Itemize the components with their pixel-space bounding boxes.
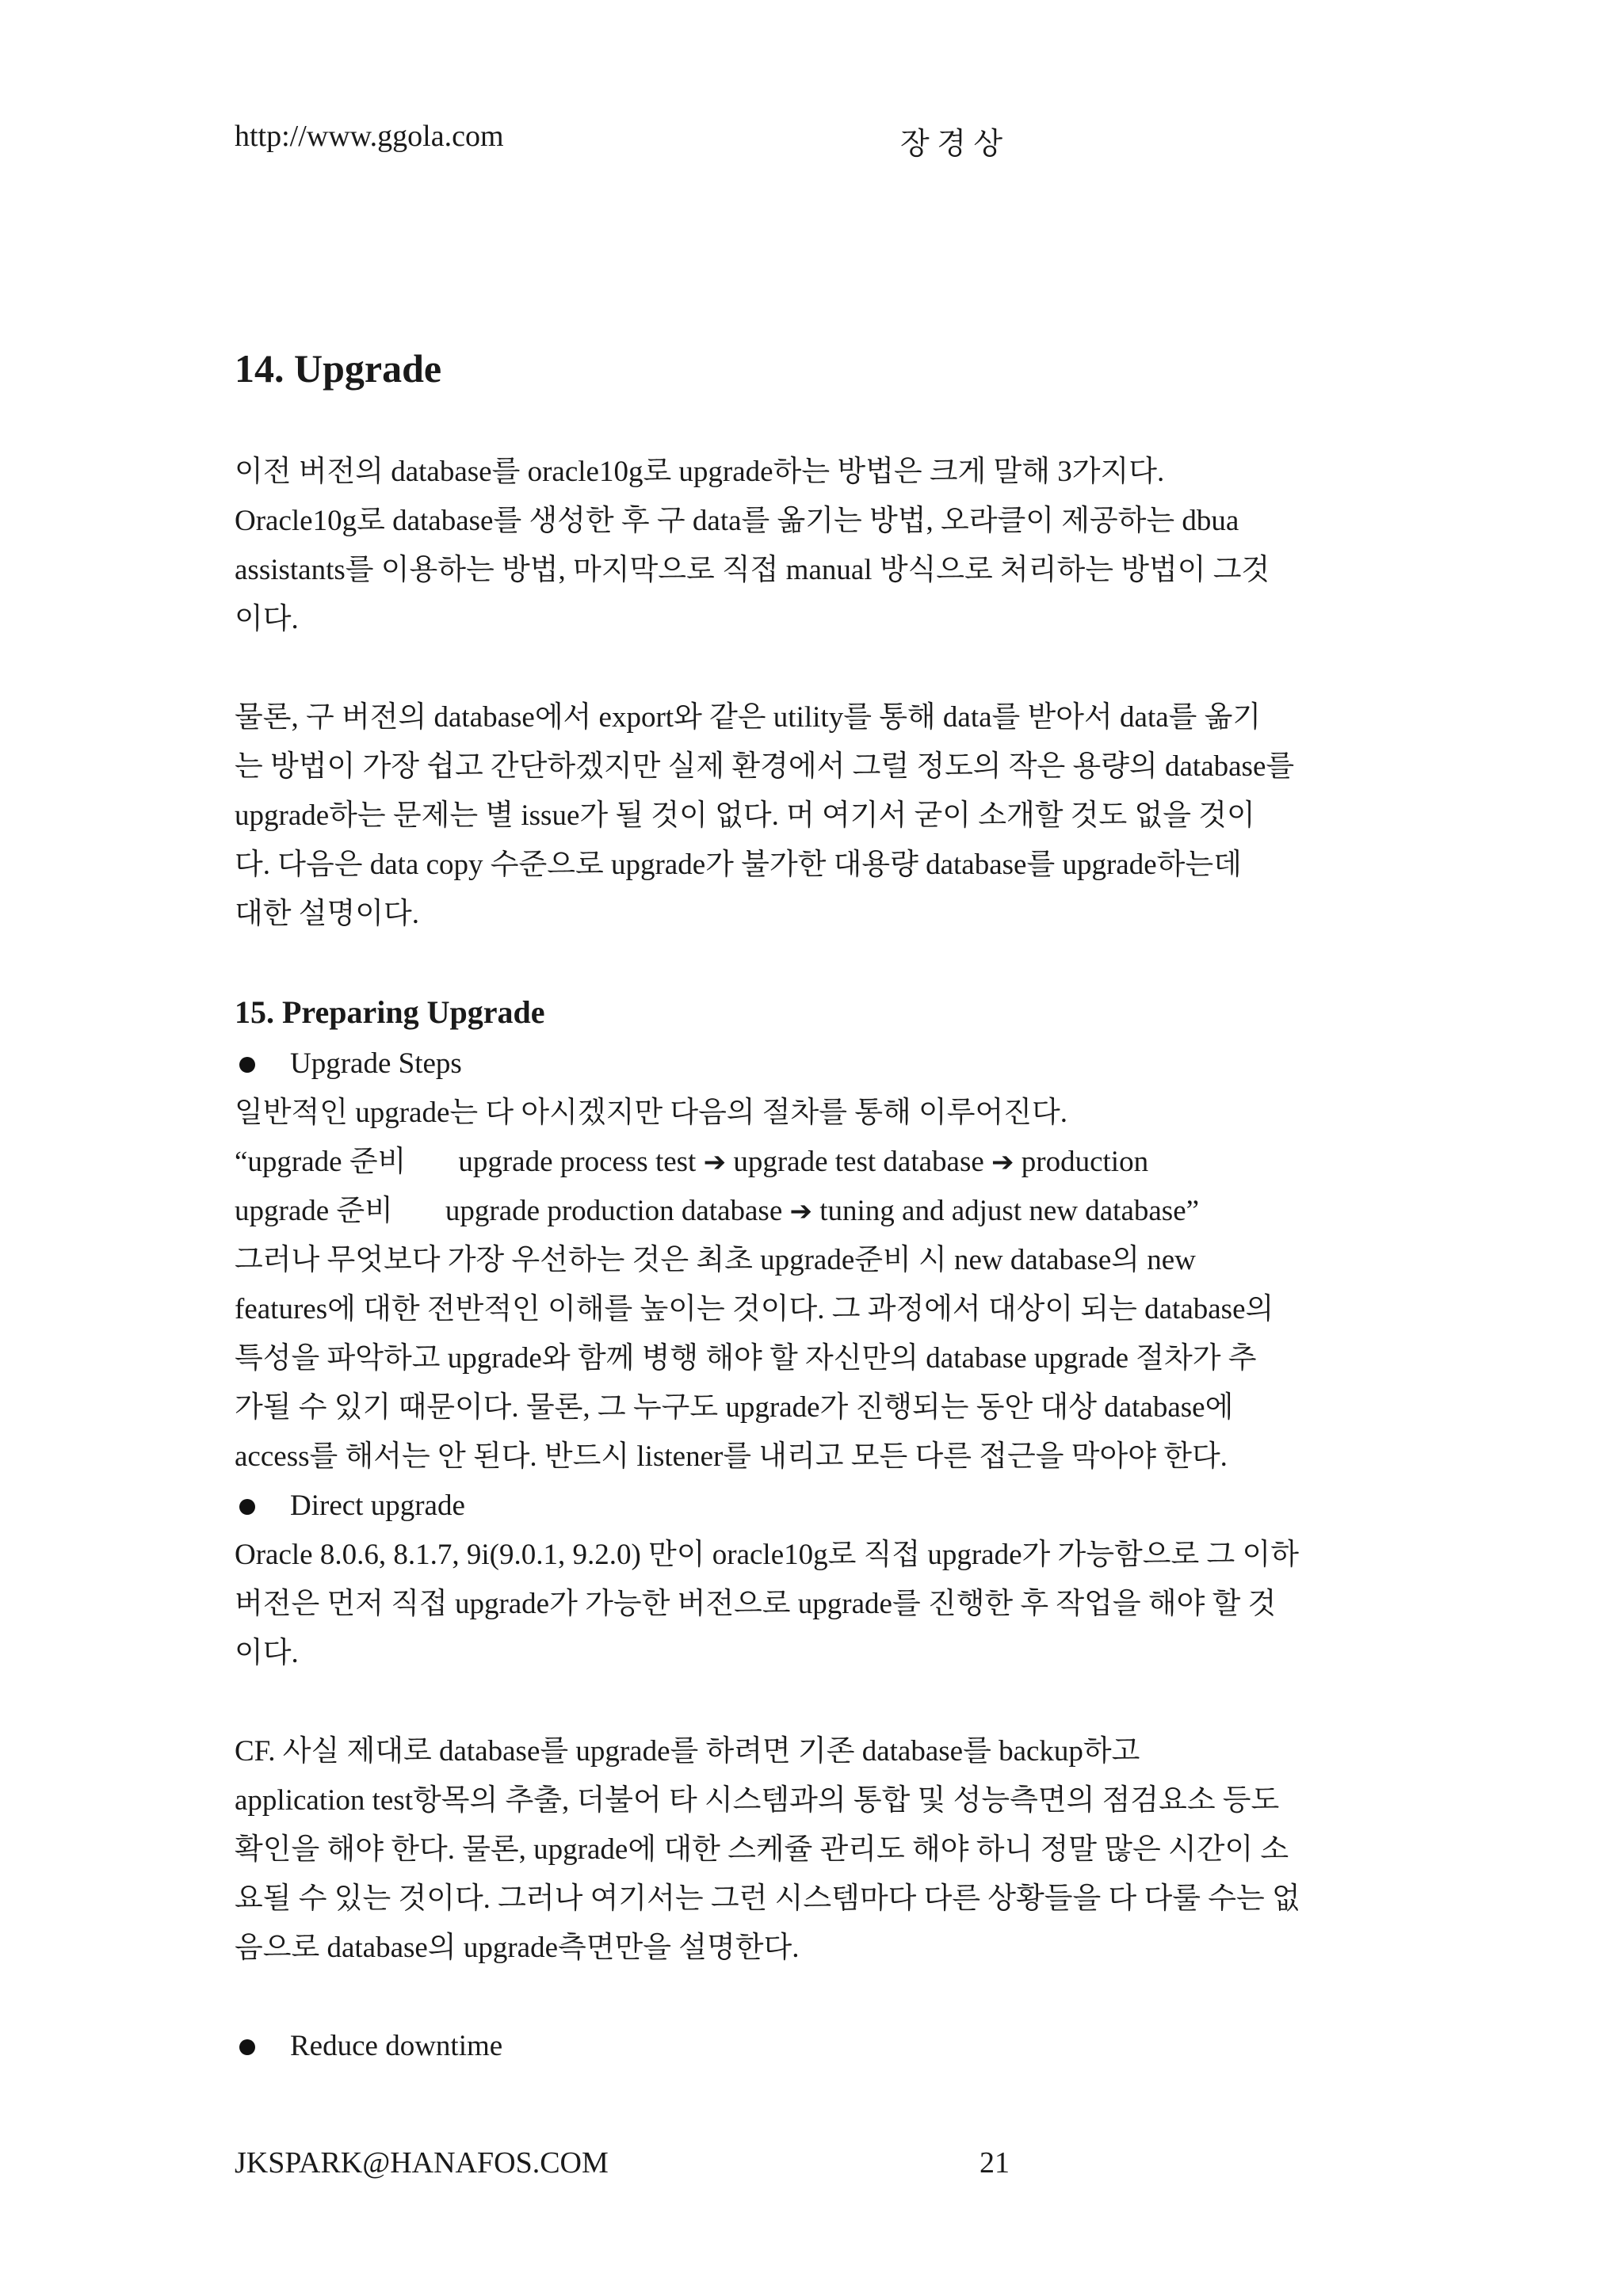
steps-line-2: upgrade 준비 upgrade production database ➔ tuning and adjust new database”: [235, 1195, 1200, 1227]
bullet-dot-icon: [239, 1499, 255, 1515]
paragraph-line: 대한 설명이다.: [235, 898, 419, 930]
arrow-right-icon: ➔: [991, 1146, 1014, 1178]
section-15-body: [235, 1039, 1400, 2071]
paragraph-line: assistants를 이용하는 방법, 마지막으로 직접 manual 방식으로 처리하는 방법이 그것: [235, 554, 1270, 586]
section-15-title: 15. Preparing Upgrade: [235, 994, 545, 1030]
section-14-body: [235, 448, 1400, 939]
paragraph-line: 는 방법이 가장 쉽고 간단하겠지만 실제 환경에서 그럴 정도의 작은 용량의 database를: [235, 750, 1295, 783]
paragraph-line: 이다.: [235, 603, 299, 635]
paragraph-line: Oracle 8.0.6, 8.1.7, 9i(9.0.1, 9.2.0) 만이 oracle10g로 직접 upgrade가 가능함으로 그 이하: [235, 1539, 1299, 1571]
steps-line-1: “upgrade 준비 upgrade process test ➔ upgrade test database ➔ production: [235, 1146, 1149, 1178]
bullet-dot-icon: [239, 2039, 255, 2055]
paragraph-line: application test항목의 추출, 더불어 타 시스템과의 통합 및 성능측면의 점검요소 등도: [235, 1784, 1280, 1817]
section-14-title: 14. Upgrade: [235, 346, 442, 391]
paragraph-line: 특성을 파악하고 upgrade와 함께 병행 해야 할 자신만의 database upgrade 절차가 추: [235, 1342, 1257, 1375]
header-author: 장 경 상: [900, 128, 1003, 161]
paragraph-line: 확인을 해야 한다. 물론, upgrade에 대한 스케쥴 관리도 해야 하니 정말 많은 시간이 소: [235, 1833, 1289, 1866]
paragraph-line: 이전 버전의 database를 oracle10g로 upgrade하는 방법은 크게 말해 3가지다.: [235, 456, 1165, 488]
page-number: 21: [980, 2146, 1010, 2180]
paragraph-line: 물론, 구 버전의 database에서 export와 같은 utility를 통해 data를 받아서 data를 옮기: [235, 701, 1262, 734]
paragraph-line: 이다.: [235, 1637, 299, 1669]
bullet-reduce-downtime: Reduce downtime: [235, 2022, 1400, 2071]
paragraph-line: 일반적인 upgrade는 다 아시겠지만 다음의 절차를 통해 이루어진다.: [235, 1097, 1067, 1129]
paragraph-line: 그러나 무엇보다 가장 우선하는 것은 최초 upgrade준비 시 new database의 new: [235, 1244, 1196, 1276]
paragraph-line: 버전은 먼저 직접 upgrade가 가능한 버전으로 upgrade를 진행한 후 작업을 해야 할 것: [235, 1588, 1277, 1620]
bullet-upgrade-steps: Upgrade Steps: [235, 1039, 1400, 1089]
paragraph-line: 음으로 database의 upgrade측면만을 설명한다.: [235, 1932, 800, 1964]
paragraph-line: Oracle10g로 database를 생성한 후 구 data를 옮기는 방법, 오라클이 제공하는 dbua: [235, 505, 1239, 537]
paragraph-line: 가될 수 있기 때문이다. 물론, 그 누구도 upgrade가 진행되는 동안 대상 database에: [235, 1391, 1234, 1424]
header-url: http://www.ggola.com: [235, 120, 504, 153]
arrow-right-icon: ➔: [789, 1196, 812, 1227]
paragraph-line: upgrade하는 문제는 별 issue가 될 것이 없다. 머 여기서 굳이 소개할 것도 없을 것이: [235, 799, 1255, 832]
footer-email: JKSPARK@HANAFOS.COM: [235, 2146, 609, 2180]
arrow-right-icon: ➔: [703, 1146, 727, 1178]
paragraph-line: access를 해서는 안 된다. 반드시 listener를 내리고 모든 다른 접근을 막아야 한다.: [235, 1440, 1228, 1473]
paragraph-line: 다. 다음은 data copy 수준으로 upgrade가 불가한 대용량 database를 upgrade하는데: [235, 849, 1242, 881]
bullet-direct-upgrade: Direct upgrade: [235, 1482, 1400, 1531]
paragraph-line: 요될 수 있는 것이다. 그러나 여기서는 그런 시스템마다 다른 상황들을 다 다룰 수는 없: [235, 1882, 1300, 1915]
bullet-dot-icon: [239, 1057, 255, 1073]
paragraph-line: features에 대한 전반적인 이해를 높이는 것이다. 그 과정에서 대상이 되는 database의: [235, 1293, 1274, 1325]
paragraph-line: CF. 사실 제대로 database를 upgrade를 하려면 기존 database를 backup하고: [235, 1735, 1140, 1768]
